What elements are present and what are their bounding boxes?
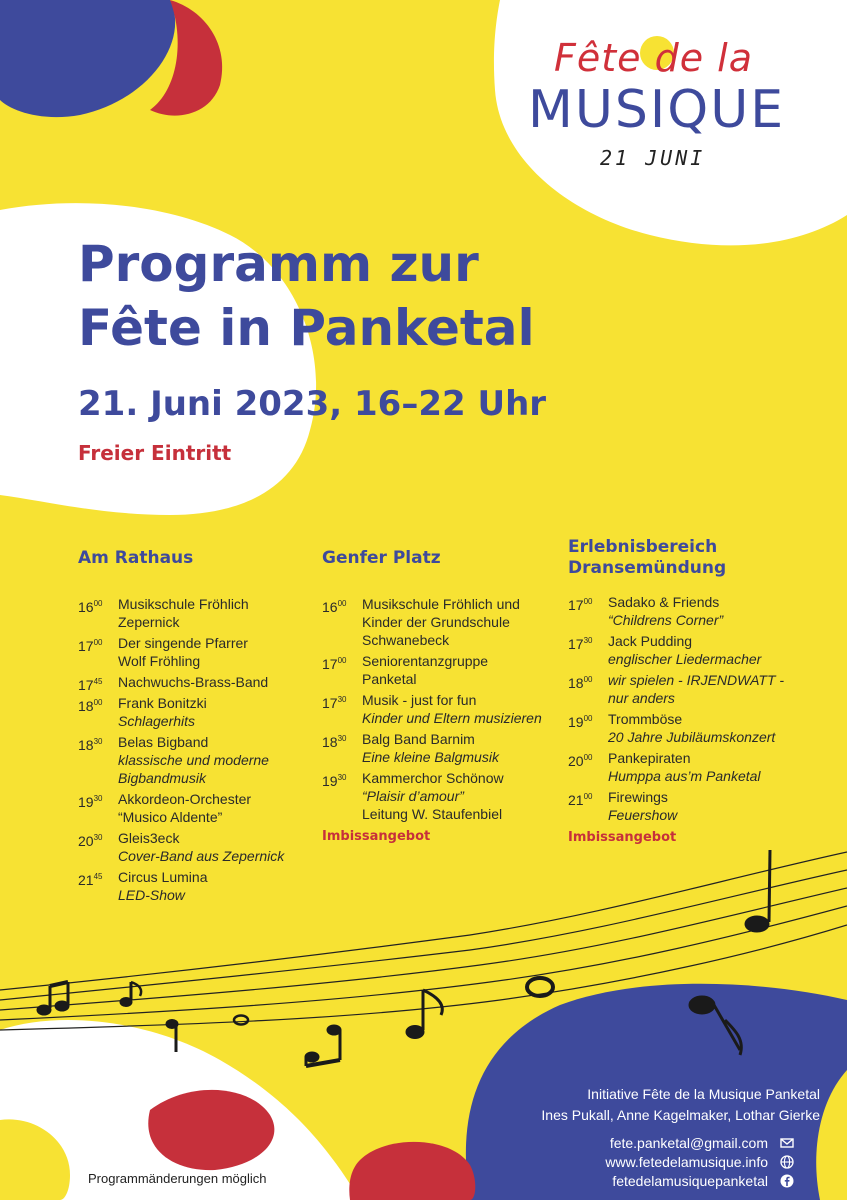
event-minute: 00	[93, 698, 103, 707]
organizers: Ines Pukall, Anne Kagelmaker, Lothar Gierke	[541, 1107, 820, 1123]
event-name: Kammerchor Schönow	[362, 770, 504, 786]
event-time	[568, 593, 592, 614]
event-hour: 17	[78, 638, 94, 654]
event-hour: 17	[78, 677, 94, 693]
venue-column-genfer-platz	[322, 548, 542, 844]
event-subtitle: englischer Liedermacher	[608, 651, 762, 667]
event-time	[78, 595, 102, 616]
event-subtitle: Schlagerhits	[118, 713, 196, 729]
event-item	[322, 691, 542, 727]
event-item	[78, 634, 318, 670]
event-item	[78, 829, 318, 865]
logo-line-1: Fête de la	[554, 36, 754, 80]
event-name: Musikschule Fröhlich und Kinder der Grundschule Schwanebeck	[362, 596, 520, 648]
event-list	[322, 595, 542, 844]
event-list	[78, 595, 318, 904]
event-hour: 18	[568, 675, 584, 691]
event-hour: 21	[568, 792, 584, 808]
event-item	[78, 790, 318, 826]
event-time	[78, 673, 102, 694]
title-line-1: Programm zur	[78, 235, 479, 293]
event-time	[78, 733, 102, 754]
event-item	[78, 868, 318, 904]
event-name: Pankepiraten	[608, 750, 691, 766]
event-hour: 16	[78, 599, 94, 615]
event-hour: 18	[322, 734, 338, 750]
venue-title	[568, 537, 808, 579]
event-time	[322, 595, 346, 616]
event-item	[78, 733, 318, 787]
event-hour: 18	[78, 698, 94, 714]
venue-title-line: Genfer Platz	[322, 548, 441, 568]
event-name: wir spielen - IRJENDWATT -	[608, 672, 785, 688]
event-subtitle: Feuershow	[608, 807, 678, 823]
email-link[interactable]	[520, 1134, 796, 1153]
event-list	[568, 593, 808, 845]
event-name: Sadako & Friends	[608, 594, 720, 610]
event-hour: 17	[568, 636, 584, 652]
facebook-link[interactable]	[520, 1172, 796, 1191]
event-item	[322, 652, 542, 688]
event-date: 21. Juni 2023, 16–22 Uhr	[78, 384, 547, 424]
event-subtitle: Humppa aus’m Panketal	[608, 768, 761, 784]
event-time	[322, 730, 346, 751]
event-subtitle: “Musico Aldente”	[118, 809, 223, 825]
event-time	[78, 790, 102, 811]
title-line-2: Fête in Panketal	[78, 299, 535, 357]
event-hour: 20	[568, 753, 584, 769]
snack-offer: Imbissangebot	[568, 830, 677, 845]
event-item	[568, 593, 808, 629]
website-link[interactable]	[520, 1153, 796, 1172]
venue-title-line: Am Rathaus	[78, 548, 194, 568]
event-item	[322, 730, 542, 766]
event-minute: 00	[583, 792, 593, 801]
initiative-name: Initiative Fête de la Musique Panketal	[587, 1086, 820, 1102]
event-time	[568, 788, 592, 809]
event-minute: 30	[583, 636, 593, 645]
event-subtitle: Wolf Fröhling	[118, 653, 201, 669]
event-subtitle: 20 Jahre Jubiläumskonzert	[608, 729, 776, 745]
event-name: Belas Bigband	[118, 734, 209, 750]
event-minute: 00	[583, 714, 593, 723]
event-minute: 30	[337, 773, 347, 782]
event-hour: 16	[322, 599, 338, 615]
event-time	[78, 868, 102, 889]
email-text: fete.panketal@gmail.com	[609, 1135, 768, 1151]
event-item	[78, 595, 318, 631]
event-item	[568, 671, 808, 707]
facebook-text: fetedelamusiquepanketal	[612, 1173, 768, 1189]
event-item	[568, 749, 808, 785]
event-time	[78, 829, 102, 850]
event-name: Musikschule Fröhlich	[118, 596, 249, 612]
venue-column-dransemuendung	[568, 537, 808, 845]
event-time	[568, 632, 592, 653]
event-name: Gleis3eck	[118, 830, 180, 846]
program-changes-note: Programmänderungen möglich	[88, 1171, 267, 1186]
venue-title	[322, 548, 542, 569]
event-minute: 00	[583, 675, 593, 684]
event-hour: 19	[568, 714, 584, 730]
event-minute: 30	[93, 833, 103, 842]
event-item	[568, 788, 808, 824]
event-minute: 00	[337, 656, 347, 665]
event-hour: 19	[322, 773, 338, 789]
event-hour: 17	[568, 597, 584, 613]
event-minute: 30	[337, 734, 347, 743]
event-hour: 17	[322, 656, 338, 672]
admission-info: Freier Eintritt	[78, 441, 232, 465]
event-subtitle: “Plaisir d’amour”	[362, 788, 464, 804]
event-minute: 30	[337, 695, 347, 704]
event-name: Nachwuchs-Brass-Band	[118, 674, 269, 690]
event-subtitle-2: Leitung W. Staufenbiel	[362, 806, 503, 822]
event-item	[568, 710, 808, 746]
event-subtitle: “Childrens Corner”	[608, 612, 724, 628]
event-item	[78, 694, 318, 730]
event-minute: 00	[583, 597, 593, 606]
contact-block	[520, 1134, 796, 1191]
event-name: Balg Band Barnim	[362, 731, 475, 747]
facebook-icon	[780, 1174, 794, 1188]
event-name: Akkordeon-Orchester	[118, 791, 252, 807]
event-name: Musik - just for fun	[362, 692, 477, 708]
event-minute: 00	[583, 753, 593, 762]
mail-icon	[780, 1136, 794, 1150]
event-item	[322, 595, 542, 649]
event-subtitle: Zepernick	[118, 614, 180, 630]
event-hour: 19	[78, 794, 94, 810]
event-subtitle: Eine kleine Balgmusik	[362, 749, 499, 765]
event-subtitle: Cover-Band aus Zepernick	[118, 848, 285, 864]
event-name: Der singende Pfarrer	[118, 635, 248, 651]
event-subtitle: Kinder und Eltern musizieren	[362, 710, 542, 726]
event-time	[568, 710, 592, 731]
event-hour: 18	[78, 737, 94, 753]
event-time	[568, 749, 592, 770]
page-title	[78, 232, 535, 360]
event-minute: 45	[93, 677, 103, 686]
event-subtitle: klassische und moderne Bigbandmusik	[118, 752, 269, 786]
event-item	[78, 673, 318, 691]
event-time	[78, 634, 102, 655]
event-item	[322, 769, 542, 823]
event-item	[568, 632, 808, 668]
event-name: Circus Lumina	[118, 869, 208, 885]
event-subtitle: LED-Show	[118, 887, 185, 903]
event-time	[322, 652, 346, 673]
event-minute: 00	[93, 599, 103, 608]
snack-offer: Imbissangebot	[322, 829, 431, 844]
venue-column-rathaus	[78, 548, 318, 907]
venue-title-line: Erlebnisbereich	[568, 537, 718, 557]
event-name: Frank Bonitzki	[118, 695, 207, 711]
event-time	[322, 691, 346, 712]
venue-title-line: Dransemündung	[568, 558, 727, 578]
event-time	[78, 694, 102, 715]
event-minute: 30	[93, 794, 103, 803]
event-name: Seniorentanzgruppe Panketal	[362, 653, 489, 687]
event-hour: 17	[322, 695, 338, 711]
event-name: Trommböse	[608, 711, 683, 727]
initiative-block	[460, 1084, 820, 1126]
event-time	[322, 769, 346, 790]
event-name: Firewings	[608, 789, 668, 805]
event-subtitle: nur anders	[608, 690, 675, 706]
event-minute: 30	[93, 737, 103, 746]
logo-line-2: MUSIQUE	[528, 80, 786, 140]
event-minute: 45	[93, 872, 103, 881]
event-minute: 00	[337, 599, 347, 608]
logo-line-3: 21 JUNI	[600, 146, 706, 170]
globe-icon	[780, 1155, 794, 1169]
event-time	[568, 671, 592, 692]
event-hour: 21	[78, 872, 94, 888]
event-hour: 20	[78, 833, 94, 849]
event-name: Jack Pudding	[608, 633, 693, 649]
event-minute: 00	[93, 638, 103, 647]
website-text: www.fetedelamusique.info	[605, 1154, 768, 1170]
venue-title	[78, 548, 318, 569]
fete-de-la-musique-logo	[520, 36, 820, 176]
